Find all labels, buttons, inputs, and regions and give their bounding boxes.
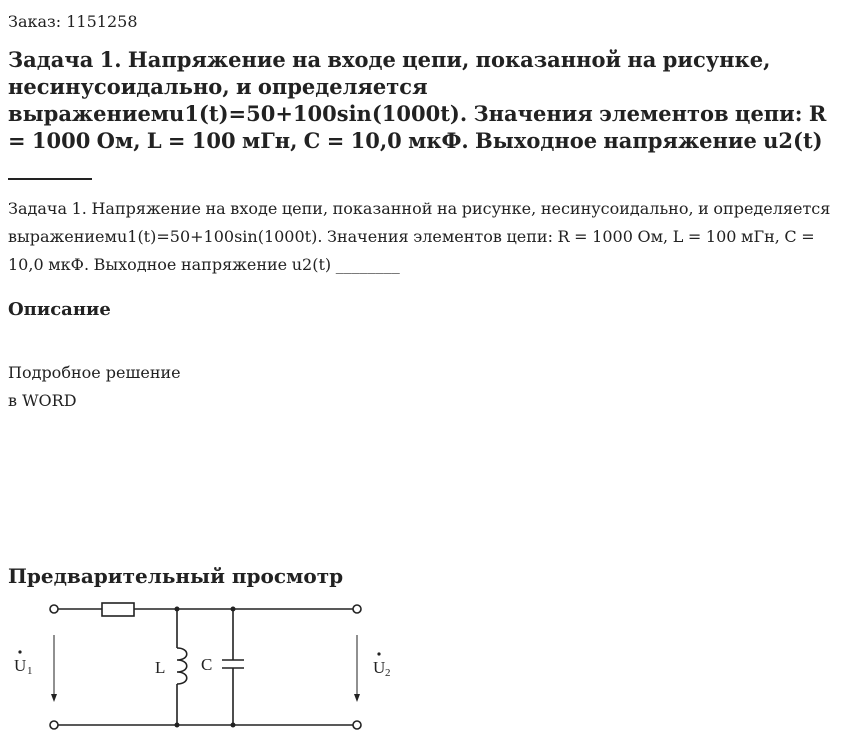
description-line-1: Подробное решение	[8, 363, 181, 382]
output-arrow-head	[354, 694, 360, 702]
output-voltage-label: U	[373, 658, 386, 677]
resistor	[102, 603, 134, 616]
task-title: Задача 1. Напряжение на входе цепи, показанной на рисунке, несинусоидально, и определяется выражениемu1(t)=50+100sin(1000t). Значения элементов цепи: R = 1000 Ом, L = 100 мГн, С = 10,0 мкФ. Выходное напряжение u2(t) ________	[8, 47, 827, 180]
description-line-2: в WORD	[8, 391, 77, 410]
junction-top-left	[175, 607, 180, 612]
output-voltage-subscript: 2	[385, 667, 391, 679]
description-heading: Описание	[8, 299, 111, 320]
input-voltage-label: U	[14, 656, 27, 675]
input-voltage-subscript: 1	[27, 665, 33, 677]
task-body: Задача 1. Напряжение на входе цепи, показанной на рисунке, несинусоидально, и определяется выражениемu1(t)=50+100sin(1000t). Значения элементов цепи: R = 1000 Ом, L = 100 мГн, С = 10,0 мкФ. Выходное напряжение u2(t) ________	[8, 199, 831, 274]
preview-heading: Предварительный просмотр	[8, 564, 344, 588]
description-text	[8, 359, 838, 415]
input-voltage-dot	[18, 650, 21, 653]
junction-bottom-right	[231, 723, 236, 728]
output-terminal-bottom	[353, 721, 361, 729]
input-terminal-top	[50, 605, 58, 613]
output-voltage-dot	[377, 652, 380, 655]
junction-top-right	[231, 607, 236, 612]
order-number: Заказ: 1151258	[8, 12, 138, 31]
junction-bottom-left	[175, 723, 180, 728]
input-arrow-head	[51, 694, 57, 702]
capacitor-label: C	[201, 655, 213, 674]
circuit-diagram	[0, 590, 420, 741]
input-terminal-bottom	[50, 721, 58, 729]
page-content	[8, 0, 838, 415]
inductor-label: L	[155, 658, 166, 677]
output-terminal-top	[353, 605, 361, 613]
inductor-coil	[177, 648, 187, 684]
